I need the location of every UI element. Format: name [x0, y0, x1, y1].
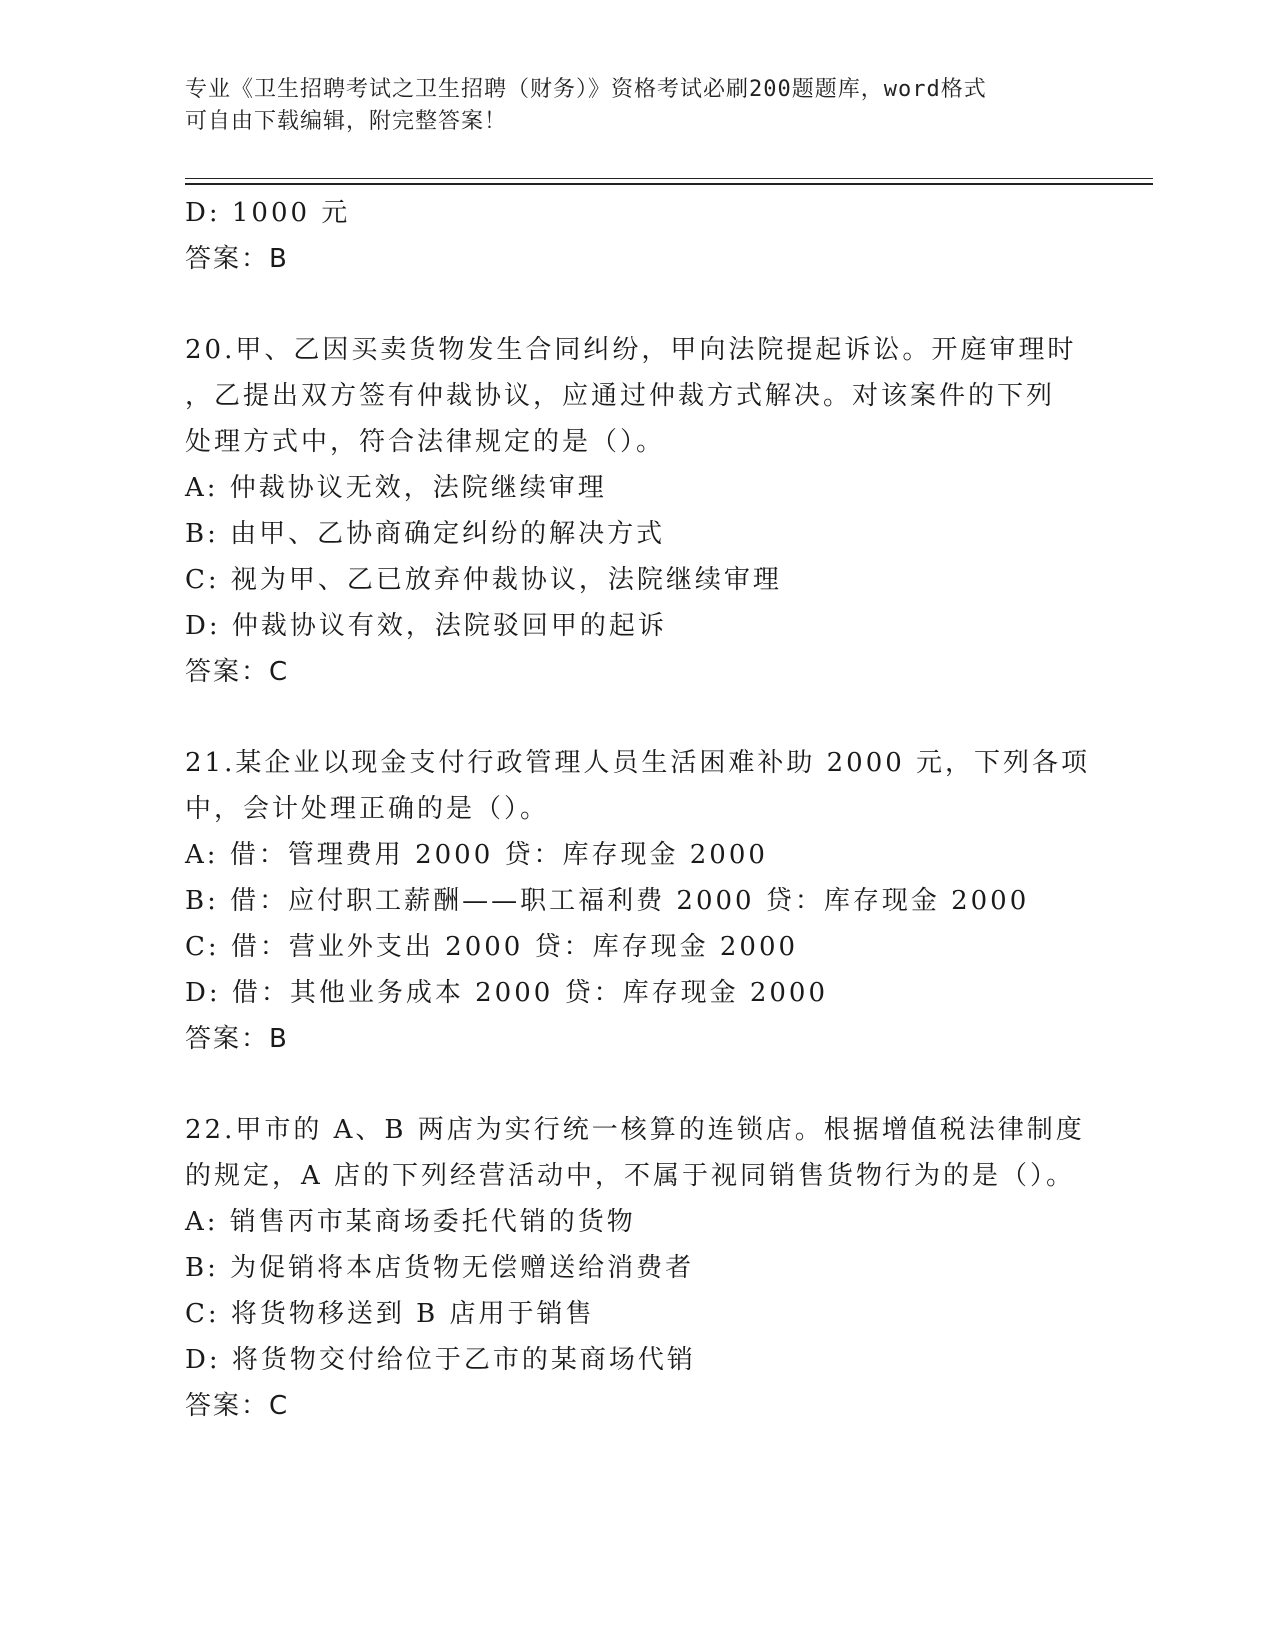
- option-b: B: 借：应付职工薪酬——职工福利费 2000 贷：库存现金 2000: [185, 886, 1030, 916]
- spacer: [185, 1062, 1105, 1107]
- option-d: D: 仲裁协议有效，法院驳回甲的起诉: [185, 611, 667, 641]
- question-20: [185, 327, 1105, 695]
- document-header: [185, 74, 1085, 138]
- header-divider-thick: [185, 183, 1153, 185]
- header-title-line-1: 专业《卫生招聘考试之卫生招聘（财务）》资格考试必刷200题题库，word格式: [185, 77, 987, 102]
- question-stem-line: 的规定，A 店的下列经营活动中，不属于视同销售货物行为的是（）。: [185, 1161, 1076, 1191]
- spacer: [185, 695, 1105, 740]
- question-stem-line: 20.甲、乙因买卖货物发生合同纠纷，甲向法院提起诉讼。开庭审理时: [185, 335, 1077, 365]
- option-b: B: 由甲、乙协商确定纠纷的解决方式: [185, 519, 666, 549]
- question-22: [185, 1107, 1105, 1429]
- option-d: D: 将货物交付给位于乙市的某商场代销: [185, 1345, 696, 1375]
- spacer: [185, 282, 1105, 327]
- option-c: C: 将货物移送到 B 店用于销售: [185, 1299, 595, 1329]
- question-stem-line: 中，会计处理正确的是（）。: [185, 794, 550, 824]
- question-21: [185, 740, 1105, 1062]
- question-stem-line: 21.某企业以现金支付行政管理人员生活困难补助 2000 元，下列各项: [185, 748, 1091, 778]
- answer-line: 答案：B: [185, 244, 289, 274]
- option-a: A: 销售丙市某商场委托代销的货物: [185, 1207, 636, 1237]
- option-a: A: 仲裁协议无效，法院继续审理: [185, 473, 607, 503]
- question-list: [185, 190, 1105, 1429]
- header-title-line-2: 可自由下载编辑，附完整答案！: [185, 109, 508, 134]
- option-c: C: 视为甲、乙已放弃仲裁协议，法院继续审理: [185, 565, 782, 595]
- answer-line: 答案：C: [185, 657, 290, 687]
- question-stem-line: 处理方式中，符合法律规定的是（）。: [185, 427, 666, 457]
- option-b: B: 为促销将本店货物无偿赠送给消费者: [185, 1253, 695, 1283]
- option-d: D: 1000 元: [185, 198, 351, 228]
- answer-line: 答案：C: [185, 1391, 290, 1421]
- option-c: C: 借：营业外支出 2000 贷：库存现金 2000: [185, 932, 799, 962]
- question-stem-line: 22.甲市的 A、B 两店为实行统一核算的连锁店。根据增值税法律制度: [185, 1115, 1085, 1145]
- option-a: A: 借：管理费用 2000 贷：库存现金 2000: [185, 840, 768, 870]
- header-divider-thin: [185, 178, 1153, 179]
- option-d: D: 借：其他业务成本 2000 贷：库存现金 2000: [185, 978, 829, 1008]
- previous-question-tail: [185, 190, 1105, 282]
- question-stem-line: ，乙提出双方签有仲裁协议，应通过仲裁方式解决。对该案件的下列: [185, 381, 1056, 411]
- answer-line: 答案：B: [185, 1024, 289, 1054]
